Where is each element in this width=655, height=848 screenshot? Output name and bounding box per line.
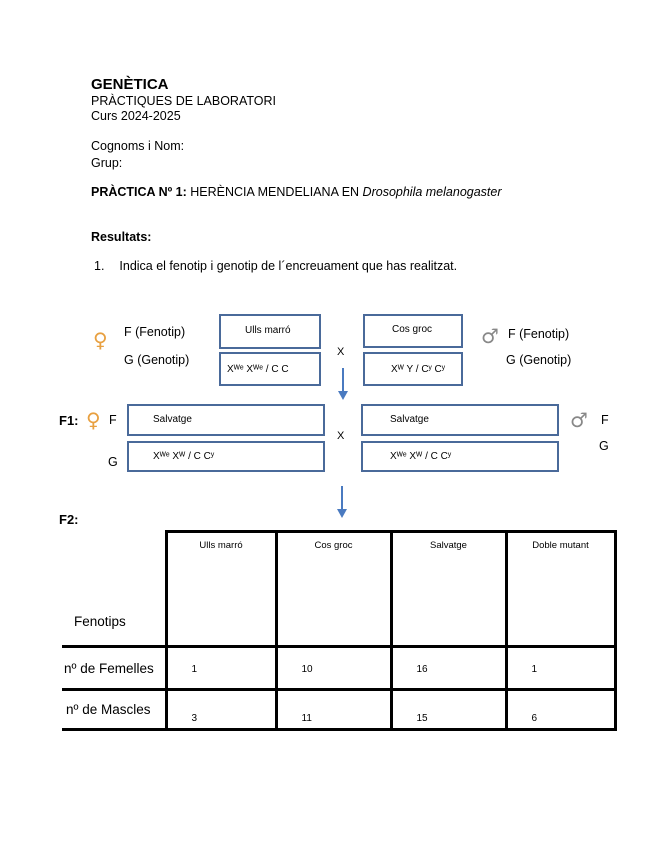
course-subtitle: PRÀCTIQUES DE LABORATORI (91, 94, 276, 108)
table-cell (391, 690, 506, 730)
name-label: Cognoms i Nom: (91, 139, 185, 153)
p-male-phenotype: Cos groc (392, 324, 433, 335)
practice-number: PRÀCTICA Nº 1: (91, 185, 187, 199)
p-female-genotype-box (219, 352, 321, 386)
p-male-phenotype-box (363, 314, 463, 348)
table-header-row (62, 532, 615, 647)
table-cell (276, 647, 391, 690)
cell-value: 16 (416, 664, 428, 675)
cell-value: 10 (301, 664, 313, 675)
arrow-to-f2-head (337, 509, 347, 518)
table-cell (276, 690, 391, 730)
f2-results-table (62, 530, 617, 731)
table-cell (391, 647, 506, 690)
f1-female-genotype: Xᵂᵉ Xᵂ / C Cʸ (153, 451, 215, 462)
row-label: nº de Mascles (66, 702, 151, 717)
f1-female-genotype-box (127, 441, 325, 472)
p-female-phenotype: Ulls marró (245, 325, 291, 336)
column-header (166, 532, 276, 647)
column-header (506, 532, 615, 647)
male-phenotype-label: F (Fenotip) (508, 327, 570, 341)
question-number: 1. (94, 259, 105, 273)
cell-value: 6 (531, 713, 538, 724)
p-male-genotype-box (363, 352, 463, 386)
practice-title (91, 185, 502, 199)
f2-label: F2: (59, 512, 79, 527)
table-cell (166, 690, 276, 730)
arrow-to-f1-head (338, 391, 348, 400)
practice-topic: HERÈNCIA MENDELIANA EN (190, 185, 360, 199)
cell-value: 1 (191, 664, 198, 675)
f1-female-phenotype-box (127, 404, 325, 436)
f1-g-label: G (108, 455, 118, 469)
column-header (276, 532, 391, 647)
practice-species: Drosophila melanogaster (362, 185, 502, 199)
course-year: Curs 2024-2025 (91, 109, 181, 123)
results-heading: Resultats: (91, 230, 152, 244)
f1-male-genotype: Xᵂᵉ Xᵂ / C Cʸ (390, 451, 452, 462)
cell-value: 11 (301, 713, 312, 724)
female-genotype-label: G (Genotip) (124, 353, 190, 367)
f1-cross-symbol: X (337, 430, 345, 442)
f1-male-icon: ♂ (570, 408, 588, 432)
table-row (62, 690, 615, 730)
column-header-label: Ulls marró (199, 540, 243, 551)
table-cell (166, 647, 276, 690)
male-icon: ♂ (481, 324, 499, 348)
p-female-phenotype-box (219, 314, 321, 349)
table-row (62, 647, 615, 690)
f1-label: F1: (59, 413, 79, 428)
row-label: nº de Femelles (64, 660, 154, 676)
f1-female-icon: ♀ (86, 408, 101, 432)
question-text: Indica el fenotip i genotip de l´encreuament que has realitzat. (119, 259, 458, 273)
arrow-to-f2 (341, 486, 343, 510)
f1-male-f-label: F (601, 413, 609, 427)
p-male-genotype: Xᵂ Y / Cʸ Cʸ (391, 364, 445, 375)
table-cell (506, 690, 615, 730)
f1-male-g-label: G (599, 439, 609, 453)
f1-f-label: F (109, 413, 117, 427)
phenotypes-row-label (62, 532, 166, 647)
cell-value: 3 (191, 713, 198, 724)
f1-male-phenotype-box (361, 404, 559, 436)
group-label: Grup: (91, 156, 123, 170)
cell-value: 1 (531, 664, 538, 675)
f1-female-phenotype: Salvatge (153, 414, 192, 425)
female-icon: ♀ (93, 328, 108, 352)
table-cell (506, 647, 615, 690)
male-genotype-label: G (Genotip) (506, 353, 572, 367)
question-1 (94, 259, 457, 273)
column-header-label: Salvatge (430, 540, 467, 551)
column-header-label: Cos groc (314, 540, 353, 551)
phenotypes-label: Fenotips (74, 614, 126, 629)
f1-male-phenotype: Salvatge (390, 414, 429, 425)
f1-male-genotype-box (361, 441, 559, 472)
course-title: GENÈTICA (91, 76, 169, 93)
parental-cross-symbol: X (337, 346, 345, 358)
row-label-cell (62, 690, 166, 730)
p-female-genotype: Xᵂᵉ Xᵂᵉ / C C (227, 364, 289, 375)
cell-value: 15 (416, 713, 428, 724)
column-header (391, 532, 506, 647)
column-header-label: Doble mutant (532, 540, 589, 551)
row-label-cell (62, 647, 166, 690)
female-phenotype-label: F (Fenotip) (124, 325, 186, 339)
arrow-to-f1 (342, 368, 344, 392)
